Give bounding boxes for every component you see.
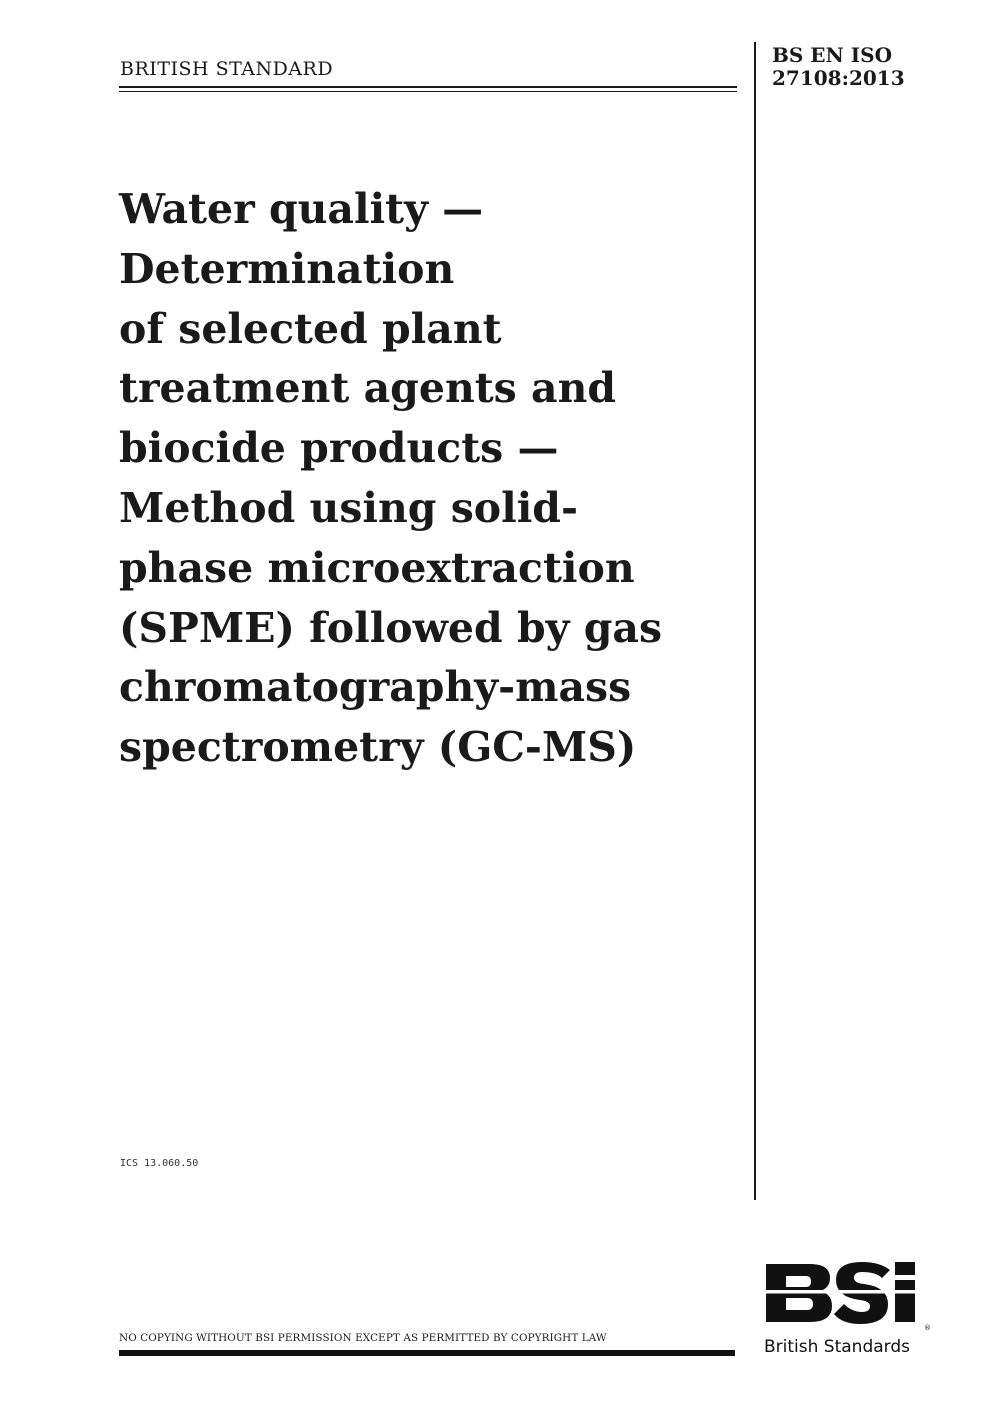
- title-line: (SPME) followed by gas: [119, 603, 663, 652]
- ics-code: ICS 13.060.50: [120, 1158, 199, 1169]
- brand-name: British Standards: [764, 1337, 910, 1357]
- title-line: of selected plant: [119, 304, 502, 353]
- header-divider: [119, 86, 737, 92]
- title-line: spectrometry (GC-MS): [119, 723, 637, 772]
- document-title: [119, 180, 744, 778]
- standard-number: [772, 44, 905, 90]
- standard-number-line2: 27108:2013: [772, 66, 905, 90]
- title-line: Method using solid-: [119, 483, 578, 532]
- title-line: treatment agents and: [119, 364, 617, 413]
- title-line: phase microextraction: [119, 543, 635, 592]
- registered-mark-icon: ®: [924, 1324, 931, 1332]
- title-line: biocide products —: [119, 424, 559, 473]
- title-line: chromatography-mass: [119, 663, 632, 712]
- vertical-divider: [754, 42, 756, 1200]
- standard-number-line1: BS EN ISO: [772, 43, 893, 67]
- title-line: Determination: [119, 244, 455, 293]
- title-line: Water quality —: [119, 185, 484, 233]
- copyright-notice: NO COPYING WITHOUT BSI PERMISSION EXCEPT AS PERMITTED BY COPYRIGHT LAW: [119, 1332, 607, 1344]
- series-label: BRITISH STANDARD: [120, 58, 334, 80]
- bottom-rule: [119, 1350, 735, 1356]
